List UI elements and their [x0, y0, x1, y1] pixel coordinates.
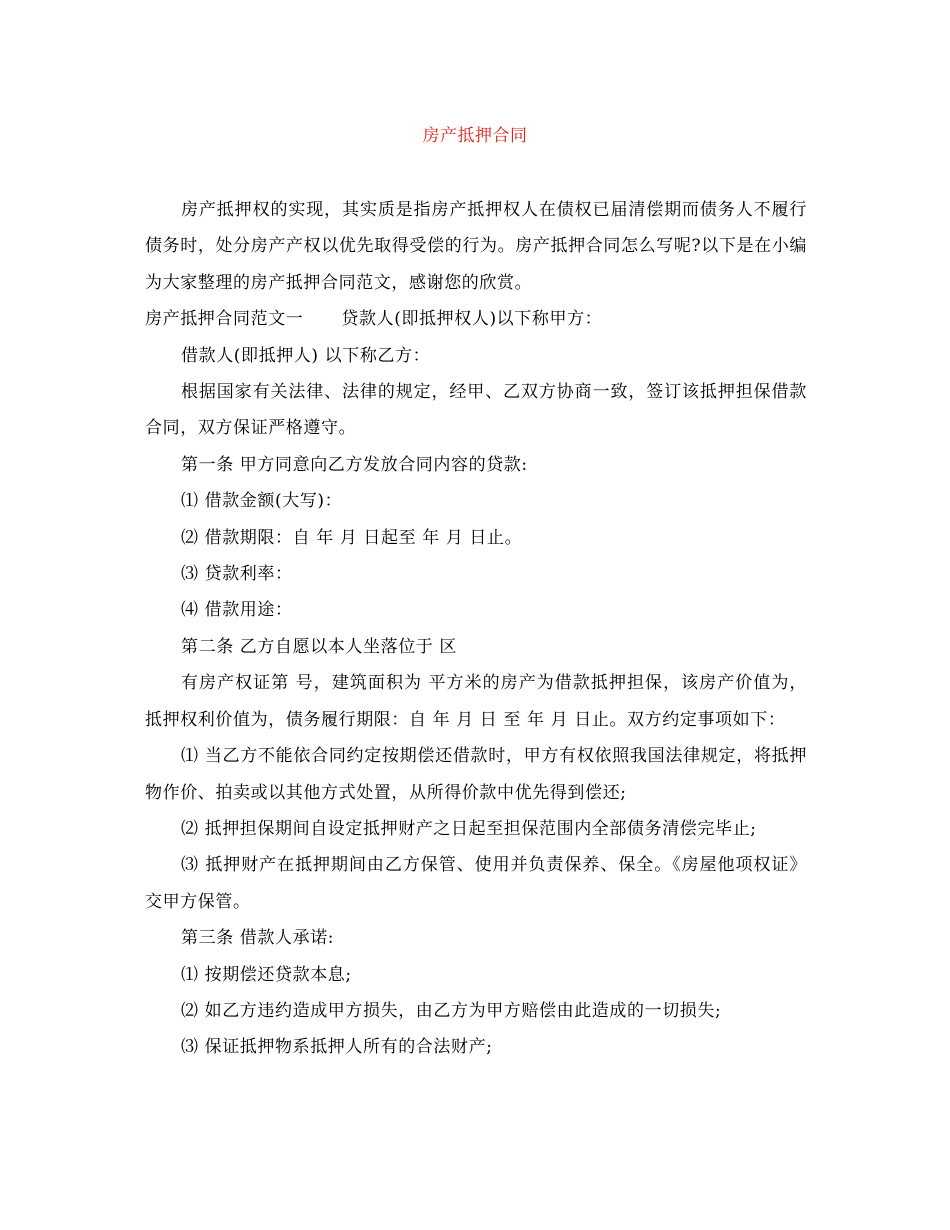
article-3-heading: 第三条 借款人承诺: [181, 928, 335, 949]
paragraph-intro: 房产抵押权的实现，其实质是指房产抵押权人在债权已届清偿期而债务人不履行债务时，处分房产产权以优先取得受偿的行为。房产抵押合同怎么写呢?以下是在小编为大家整理的房产抵押合同范文，感谢您的欣赏。 [145, 200, 807, 293]
document-body [145, 192, 807, 1066]
paragraph-borrower: 借款人(即抵押人) 以下称乙方： [181, 345, 431, 366]
article-1-heading: 第一条 甲方同意向乙方发放合同内容的贷款: [181, 454, 528, 475]
article-2-item-2: ⑵ 抵押担保期间自设定抵押财产之日起至担保范围内全部债务清偿完毕止; [181, 818, 757, 839]
article-3-item-3: ⑶ 保证抵押物系抵押人所有的合法财产; [181, 1037, 493, 1058]
article-3-item-1: ⑴ 按期偿还贷款本息; [181, 964, 352, 985]
article-1-item-1: ⑴ 借款金额(大写)： [181, 491, 343, 512]
article-2-heading: 第二条 乙方自愿以本人坐落位于 区 [181, 636, 458, 657]
article-1-item-3: ⑶ 贷款利率： [181, 564, 293, 585]
article-2-item-1: ⑴ 当乙方不能依合同约定按期偿还借款时，甲方有权依照我国法律规定，将抵押物作价、拍卖或以其他方式处置，从所得价款中优先得到偿还; [145, 746, 807, 803]
article-3-item-2: ⑵ 如乙方违约造成甲方损失，由乙方为甲方赔偿由此造成的一切损失; [181, 1000, 722, 1021]
paragraph-sample-heading-line [145, 301, 807, 337]
document-title: 房产抵押合同 [422, 126, 528, 146]
article-1-item-4: ⑷ 借款用途： [181, 600, 293, 621]
article-1-item-2: ⑵ 借款期限：自 年 月 日起至 年 月 日止。 [181, 527, 523, 548]
article-2-item-3: ⑶ 抵押财产在抵押期间由乙方保管、使用并负责保养、保全。《房屋他项权证》交甲方保管。 [145, 855, 807, 912]
sample-heading: 房产抵押合同范文一 [145, 309, 304, 330]
lender-line: 贷款人(即抵押权人)以下称甲方： [341, 309, 603, 330]
article-2-body: 有房产权证第 号，建筑面积为 平方米的房产为借款抵押担保，该房产价值为，抵押权利价值为，债务履行期限：自 年 月 日 至 年 月 日止。双方约定事项如下： [145, 673, 807, 730]
paragraph-basis: 根据国家有关法律、法律的规定，经甲、乙双方协商一致，签订该抵押担保借款合同，双方保证严格遵守。 [145, 382, 807, 439]
